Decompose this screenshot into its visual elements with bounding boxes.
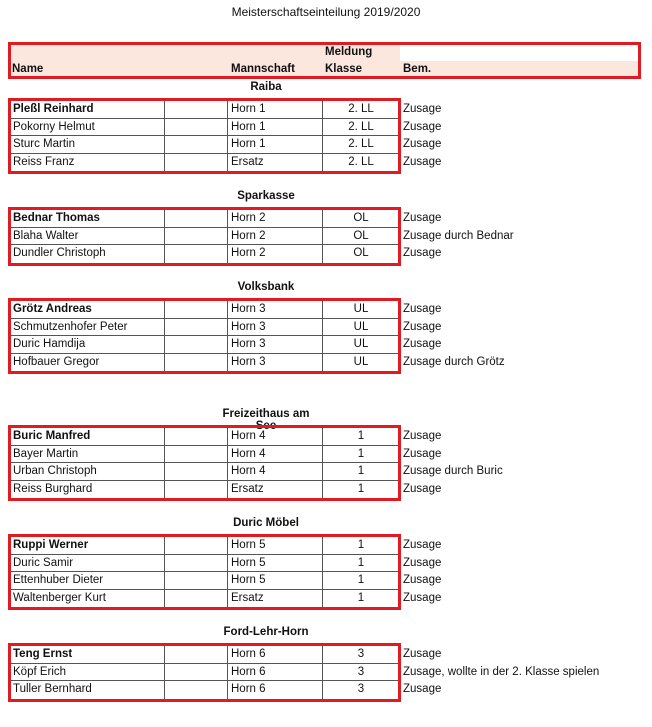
team-cell: Horn 1 [227,101,322,118]
group-block [8,98,401,174]
team-cell: Horn 3 [227,319,322,336]
player-name: Sturc Martin [13,138,75,151]
table-row [11,590,398,608]
class-cell: 1 [322,463,399,480]
class-cell: 3 [322,646,399,663]
team-cell: Horn 2 [227,245,322,263]
table-row [11,301,398,319]
player-name: Blaha Walter [13,229,79,242]
empty-cell [164,319,228,336]
class-cell: 2. LL [322,101,399,118]
table-row [11,555,398,573]
class-cell: 1 [322,428,399,445]
group-block [8,643,401,702]
table-row [11,228,398,246]
table-row [11,354,398,372]
player-name: Pokorny Helmut [13,120,95,133]
table-row [11,446,398,464]
remark-cell: Zusage [403,303,442,315]
remark-cell: Zusage durch Grötz [403,355,505,368]
player-name: Teng Ernst [13,648,73,660]
empty-cell [164,646,228,663]
class-cell: 2. LL [322,136,399,153]
empty-cell [164,245,228,263]
table-row [11,572,398,590]
remark-cell: Zusage [403,212,442,224]
empty-cell [164,336,228,353]
player-name: Buric Manfred [13,430,91,442]
group-title: Sparkasse [237,190,295,202]
team-cell: Horn 6 [227,646,322,663]
remark-cell: Zusage durch Bednar [403,229,514,242]
player-name: Ruppi Werner [13,539,89,551]
remark-cell: Zusage [403,539,442,551]
class-cell: UL [322,336,399,353]
table-row [11,136,398,154]
group-title: Duric Möbel [233,517,299,529]
table-row [11,119,398,137]
remark-cell: Zusage [403,430,442,442]
empty-cell [164,463,228,480]
header-team: Mannschaft [231,63,295,75]
header-meldung: Meldung [325,46,373,58]
group-block [8,425,401,501]
empty-cell [164,228,228,245]
table-row [11,154,398,172]
empty-cell [164,428,228,445]
header-klasse: Klasse [325,63,363,75]
page-title: Meisterschaftseinteilung 2019/2020 [231,5,421,19]
remark-cell: Zusage [403,591,442,604]
table-row [11,245,398,263]
player-name: Grötz Andreas [13,303,92,315]
group-block [8,298,401,374]
player-name: Waltenberger Kurt [13,591,106,604]
remark-cell: Zusage [403,648,442,660]
team-cell: Ersatz [227,481,322,499]
remark-cell: Zusage [403,482,442,495]
team-cell: Ersatz [227,154,322,172]
table-row [11,210,398,228]
empty-cell [164,555,228,572]
table-row [11,336,398,354]
remark-cell: Zusage [403,103,442,115]
remark-cell: Zusage [403,338,442,351]
class-cell: 1 [322,590,399,608]
remark-cell: Zusage, wollte in der 2. Klasse spielen [403,665,600,678]
empty-cell [164,537,228,554]
player-name: Bednar Thomas [13,212,100,224]
class-cell: OL [322,245,399,263]
table-row [11,681,398,699]
class-cell: 1 [322,555,399,572]
team-cell: Ersatz [227,590,322,608]
remark-cell: Zusage [403,247,442,260]
header-name: Name [12,63,44,75]
player-name: Duric Hamdija [13,338,86,351]
class-cell: UL [322,354,399,372]
empty-cell [164,481,228,499]
table-header [8,42,641,79]
group-title: Freizeithaus am See [222,408,310,432]
empty-cell [164,119,228,136]
class-cell: OL [322,228,399,245]
remark-cell: Zusage [403,683,442,696]
group-title: Ford-Lehr-Horn [223,626,309,638]
table-row [11,664,398,682]
player-name: Hofbauer Gregor [13,355,100,368]
team-cell: Horn 2 [227,210,322,227]
team-cell: Horn 2 [227,228,322,245]
remark-cell: Zusage [403,556,442,569]
remark-cell: Zusage durch Buric [403,465,503,478]
class-cell: 1 [322,572,399,589]
team-cell: Horn 4 [227,463,322,480]
empty-cell [164,101,228,118]
remark-cell: Zusage [403,320,442,333]
table-row [11,537,398,555]
table-row [11,463,398,481]
player-name: Duric Samir [13,556,74,569]
class-cell: 2. LL [322,154,399,172]
header-remark: Bem. [403,63,432,75]
team-cell: Horn 4 [227,446,322,463]
class-cell: 2. LL [322,119,399,136]
empty-cell [164,354,228,372]
team-cell: Horn 3 [227,301,322,318]
table-row [11,428,398,446]
header-shade-remark [400,61,638,76]
empty-cell [164,664,228,681]
table-row [11,319,398,337]
class-cell: UL [322,319,399,336]
group-block [8,534,401,610]
player-name: Bayer Martin [13,447,79,460]
class-cell: 3 [322,664,399,681]
player-name: Köpf Erich [13,665,67,678]
empty-cell [164,590,228,608]
class-cell: 3 [322,681,399,699]
class-cell: 1 [322,446,399,463]
group-block [8,207,401,266]
remark-cell: Zusage [403,120,442,133]
table-row [11,646,398,664]
remark-cell: Zusage [403,138,442,151]
empty-cell [164,681,228,699]
group-title: Raiba [250,81,282,93]
player-name: Pleßl Reinhard [13,103,94,115]
team-cell: Horn 1 [227,119,322,136]
team-cell: Horn 1 [227,136,322,153]
team-cell: Horn 5 [227,572,322,589]
team-cell: Horn 5 [227,537,322,554]
class-cell: OL [322,210,399,227]
team-cell: Horn 5 [227,555,322,572]
player-name: Reiss Burghard [13,482,93,495]
player-name: Tuller Bernhard [13,683,92,696]
remark-cell: Zusage [403,447,442,460]
table-row [11,101,398,119]
class-cell: 1 [322,537,399,554]
team-cell: Horn 3 [227,336,322,353]
empty-cell [164,446,228,463]
player-name: Schmutzenhofer Peter [13,320,128,333]
remark-cell: Zusage [403,574,442,587]
class-cell: UL [322,301,399,318]
empty-cell [164,154,228,172]
player-name: Reiss Franz [13,155,75,168]
class-cell: 1 [322,481,399,499]
player-name: Urban Christoph [13,465,97,478]
player-name: Dundler Christoph [13,247,106,260]
remark-cell: Zusage [403,155,442,168]
team-cell: Horn 6 [227,681,322,699]
team-cell: Horn 6 [227,664,322,681]
empty-cell [164,136,228,153]
group-title: Volksbank [237,281,295,293]
player-name: Ettenhuber Dieter [13,574,104,587]
empty-cell [164,210,228,227]
table-row [11,481,398,499]
empty-cell [164,572,228,589]
team-cell: Horn 4 [227,428,322,445]
empty-cell [164,301,228,318]
team-cell: Horn 3 [227,354,322,372]
